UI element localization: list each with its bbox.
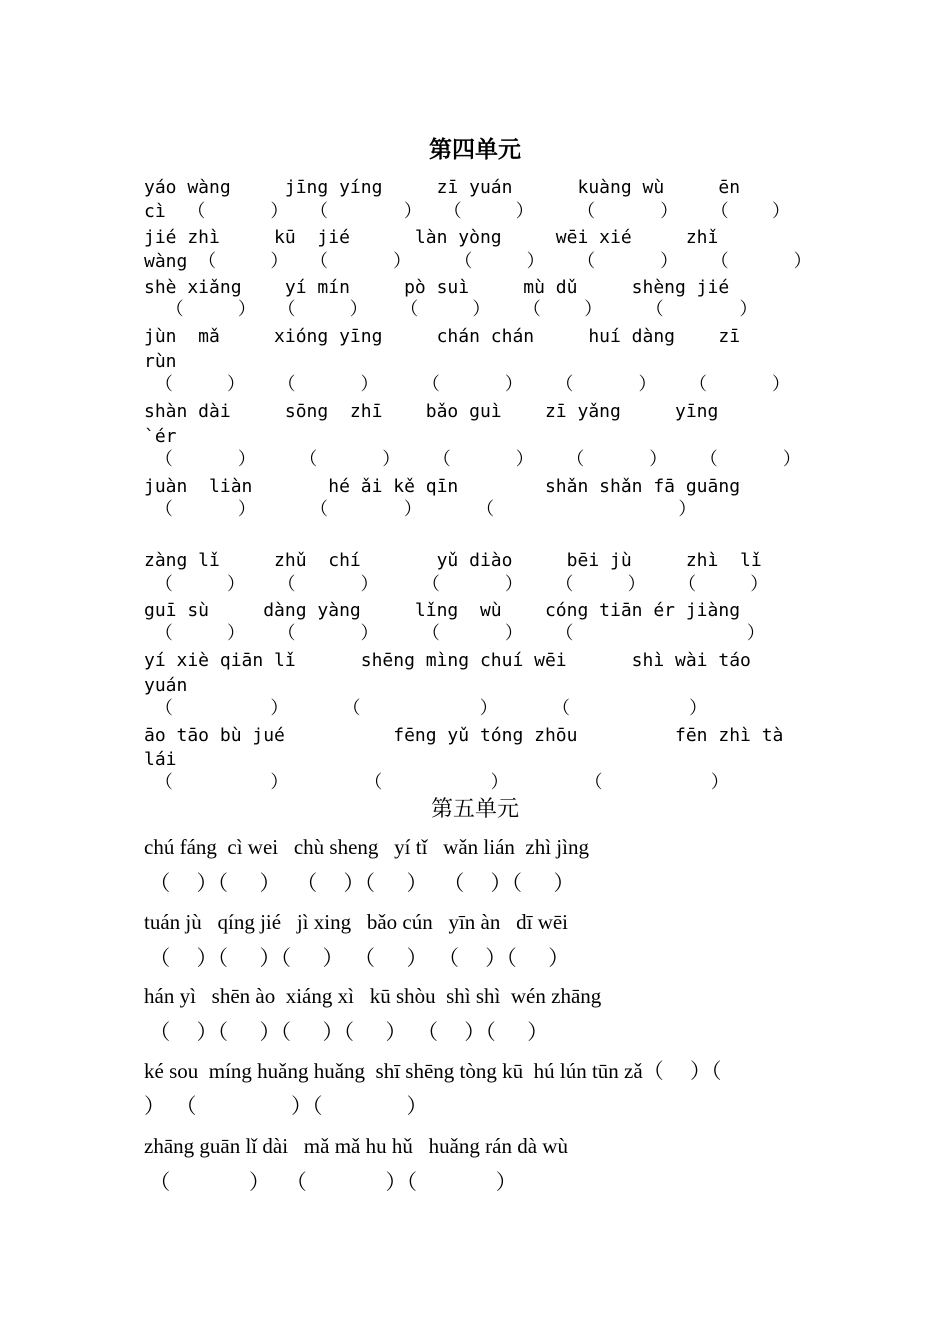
unit4-line-11: `ér — [144, 426, 177, 447]
unit4-line-12: （ ） （ ） （ ） （ ） （ ） — [144, 449, 801, 470]
unit5-line-1: chú fáng cì wei chù sheng yí tǐ wǎn lián zhì jìng — [144, 835, 589, 859]
unit4-line-24: lái — [144, 749, 177, 770]
unit4-line-3: jié zhì kū jié làn yòng wēi xié zhǐ — [144, 227, 719, 248]
unit4-line-4: wàng （ ） （ ） （ ） （ ） （ ） — [144, 251, 812, 272]
unit4-line-7: jùn mǎ xióng yīng chán chán huí dàng zī — [144, 326, 741, 347]
unit4-title: 第四单元 — [429, 136, 521, 163]
unit4-line-22: （ ） （ ） （ ） — [144, 698, 708, 719]
unit4-line-23: āo tāo bù jué fēng yǔ tóng zhōu fēn zhì tà — [144, 725, 784, 746]
unit5-line-4: （ ）（ ）（ ） （ ） （ ）（ ） — [144, 946, 570, 970]
unit4-line-18: guī sù dàng yàng lǐng wù cóng tiān ér jiàng — [144, 600, 741, 621]
unit4-line-17: （ ） （ ） （ ） （ ） （ ） — [144, 574, 769, 595]
unit4-line-1: yáo wàng jīng yíng zī yuán kuàng wù ēn — [144, 177, 741, 198]
unit4-line-2: cì （ ） （ ） （ ） （ ） （ ） — [144, 201, 790, 222]
unit4-line-13: juàn liàn hé ǎi kě qīn shǎn shǎn fā guāng — [144, 476, 741, 497]
unit4-line-9: （ ） （ ） （ ） （ ） （ ） — [144, 374, 790, 395]
unit5-line-6: （ ）（ ）（ ）（ ） （ ）（ ） — [144, 1020, 549, 1044]
unit4-line-14: （ ） （ ） （ ） — [144, 499, 697, 520]
unit5-line-8: ） （ ）（ ） — [144, 1094, 428, 1118]
unit4-line-25: （ ） （ ） （ ） — [144, 772, 729, 793]
unit4-line-5: shè xiǎng yí mín pò suì mù dǔ shèng jié — [144, 277, 730, 298]
unit5-line-7: ké sou míng huǎng huǎng shī shēng tòng kū hú lún tūn zǎ（ ）（ — [144, 1059, 722, 1083]
unit4-line-21: yuán — [144, 675, 188, 696]
unit5-line-2: （ ）（ ） （ ）（ ） （ ）（ ） — [144, 871, 575, 895]
unit4-line-6: （ ） （ ） （ ） （ ） （ ） — [144, 299, 758, 320]
unit5-line-5: hán yì shēn ào xiáng xì kū shòu shì shì wén zhāng — [144, 984, 602, 1008]
unit4-line-19: （ ） （ ） （ ） （ ） — [144, 623, 765, 644]
unit5-line-10: （ ） （ ）（ ） — [144, 1170, 517, 1194]
unit5-line-3: tuán jù qíng jié jì xing bǎo cún yīn àn dī wēi — [144, 910, 569, 934]
unit4-line-16: zàng lǐ zhǔ chí yǔ diào bēi jù zhì lǐ — [144, 550, 762, 571]
unit4-line-10: shàn dài sōng zhī bǎo guì zī yǎng yīng — [144, 401, 719, 422]
unit4-line-8: rùn — [144, 351, 177, 372]
unit5-title: 第五单元 — [430, 796, 519, 821]
unit4-line-20: yí xiè qiān lǐ shēng mìng chuí wēi shì wài táo — [144, 650, 751, 671]
unit5-line-9: zhāng guān lǐ dài mǎ mǎ hu hǔ huǎng rán dà wù — [144, 1134, 568, 1158]
